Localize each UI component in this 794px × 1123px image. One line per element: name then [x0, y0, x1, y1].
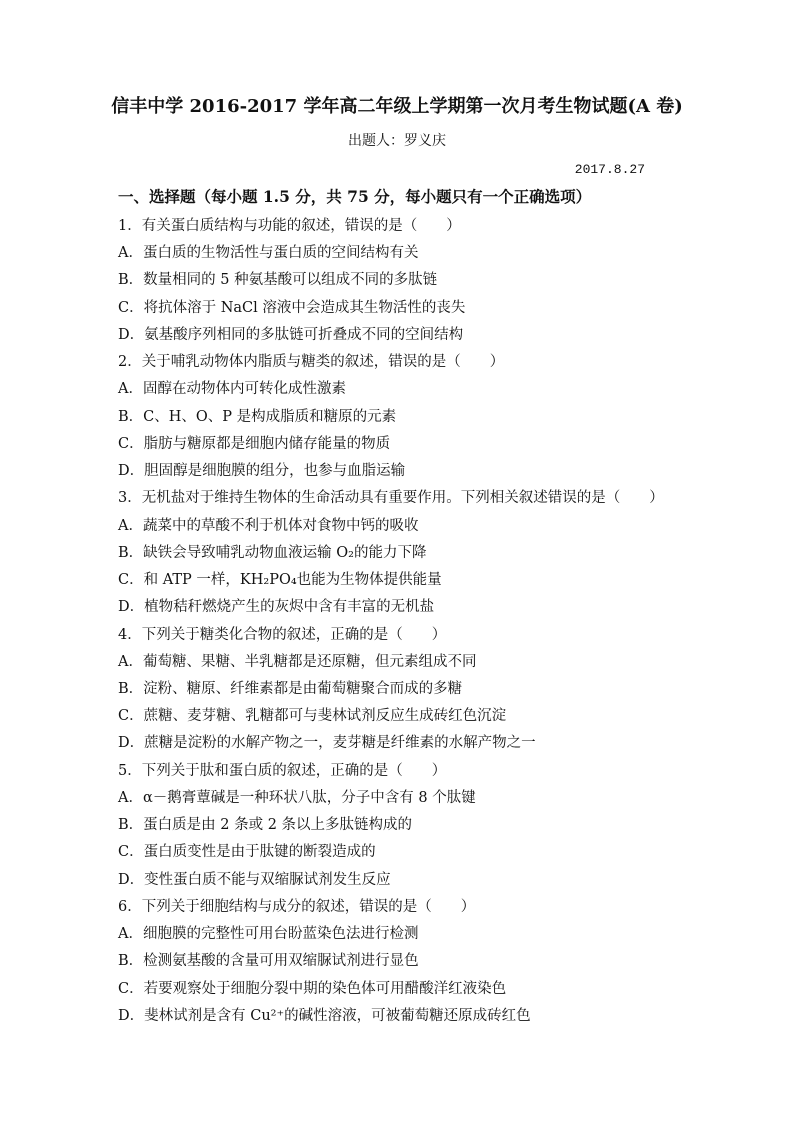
- question-6-option-c: C．若要观察处于细胞分裂中期的染色体可用醋酸洋红液染色: [118, 980, 507, 997]
- question-5: [118, 758, 758, 894]
- question-5-option-b: B．蛋白质是由 2 条或 2 条以上多肽链构成的: [118, 817, 413, 834]
- question-4: [118, 622, 758, 758]
- section-heading: 一、选择题（每小题 1.5 分，共 75 分，每小题只有一个正确选项）: [118, 187, 592, 206]
- question-4-option-b: B．淀粉、糖原、纤维素都是由葡萄糖聚合而成的多糖: [118, 680, 463, 697]
- question-4-option-d: D．蔗糖是淀粉的水解产物之一，麦芽糖是纤维素的水解产物之一: [118, 735, 536, 752]
- question-3-option-b: B．缺铁会导致哺乳动物血液运输 O₂的能力下降: [118, 544, 427, 561]
- question-6-option-d: D．斐林试剂是含有 Cu²⁺的碱性溶液，可被葡萄糖还原成砖红色: [118, 1007, 531, 1024]
- question-1-option-b: B．数量相同的 5 种氨基酸可以组成不同的多肽链: [118, 272, 438, 289]
- question-2-option-a: A．固醇在动物体内可转化成性激素: [118, 381, 346, 398]
- question-5-option-c: C．蛋白质变性是由于肽键的断裂造成的: [118, 844, 376, 861]
- document-author: 出题人：罗义庆: [348, 133, 446, 149]
- question-3-option-c: C．和 ATP 一样，KH₂PO₄也能为生物体提供能量: [118, 572, 442, 589]
- question-6: [118, 894, 758, 1030]
- question-5-stem: 5．下列关于肽和蛋白质的叙述，正确的是（ ）: [118, 762, 447, 779]
- question-1-stem: 1．有关蛋白质结构与功能的叙述，错误的是（ ）: [118, 218, 461, 234]
- question-4-stem: 4．下列关于糖类化合物的叙述，正确的是（ ）: [118, 626, 447, 643]
- question-list: [118, 213, 758, 1030]
- question-4-option-c: C．蔗糖、麦芽糖、乳糖都可与斐林试剂反应生成砖红色沉淀: [118, 708, 507, 725]
- question-2-option-b: B．C、H、O、P 是构成脂质和糖原的元素: [118, 408, 397, 425]
- question-6-stem: 6．下列关于细胞结构与成分的叙述，错误的是（ ）: [118, 898, 476, 915]
- document-title: 信丰中学 2016-2017 学年高二年级上学期第一次月考生物试题(A 卷): [111, 96, 683, 117]
- question-4-option-a: A．葡萄糖、果糖、半乳糖都是还原糖，但元素组成不同: [118, 653, 477, 670]
- question-2-option-c: C．脂肪与糖原都是细胞内储存能量的物质: [118, 435, 391, 452]
- question-2-option-d: D．胆固醇是细胞膜的组分，也参与血脂运输: [118, 463, 406, 480]
- question-1-option-c: C．将抗体溶于 NaCl 溶液中会造成其生物活性的丧失: [118, 299, 466, 316]
- question-3-option-a: A．蔬菜中的草酸不利于机体对食物中钙的吸收: [118, 517, 419, 534]
- question-1: [118, 213, 758, 349]
- question-6-option-b: B．检测氨基酸的含量可用双缩脲试剂进行显色: [118, 953, 419, 970]
- question-6-option-a: A．细胞膜的完整性可用台盼蓝染色法进行检测: [118, 926, 419, 943]
- question-2-stem: 2．关于哺乳动物体内脂质与糖类的叙述，错误的是（ ）: [118, 354, 505, 371]
- question-5-option-d: D．变性蛋白质不能与双缩脲试剂发生反应: [118, 871, 391, 888]
- question-5-option-a: A．α－鹅膏蕈碱是一种环状八肽，分子中含有 8 个肽键: [118, 789, 476, 806]
- document-date: 2017.8.27: [574, 162, 645, 177]
- question-3-option-d: D．植物秸秆燃烧产生的灰烬中含有丰富的无机盐: [118, 599, 435, 616]
- question-3-stem: 3．无机盐对于维持生物体的生命活动具有重要作用。下列相关叙述错误的是（ ）: [118, 490, 664, 507]
- question-1-option-d: D．氨基酸序列相同的多肽链可折叠成不同的空间结构: [118, 326, 464, 343]
- question-2: [118, 349, 758, 485]
- question-3: [118, 485, 758, 621]
- question-1-option-a: A．蛋白质的生物活性与蛋白质的空间结构有关: [118, 245, 419, 262]
